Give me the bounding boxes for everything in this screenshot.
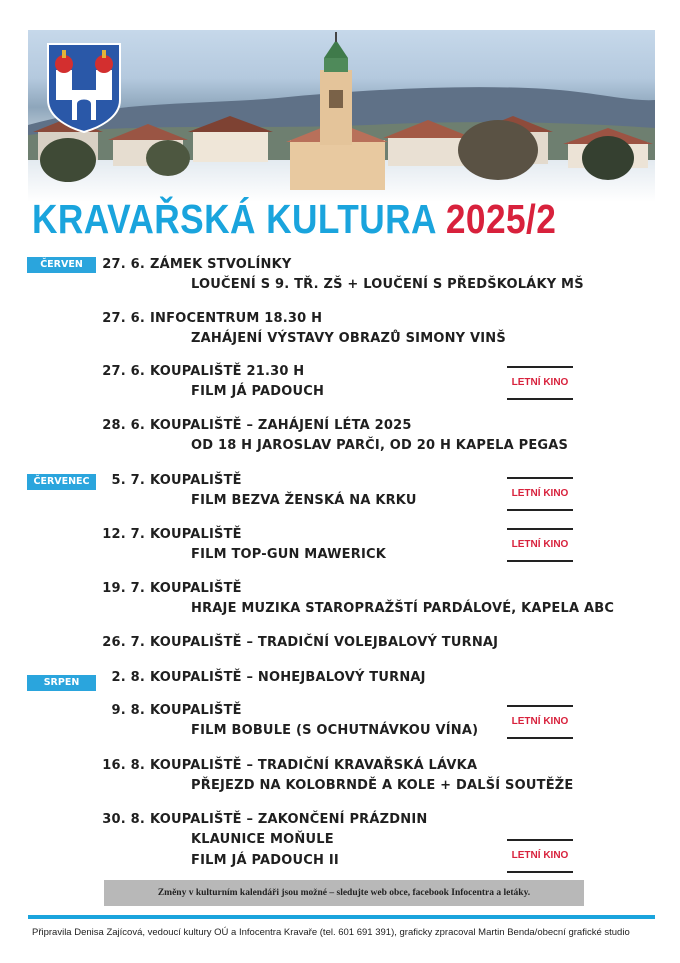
event-title: ZÁMEK STVOLÍNKY [150, 257, 292, 272]
title-main: KRAVAŘSKÁ KULTURA [32, 196, 436, 242]
event-detail: FILM BEZVA ŽENSKÁ NA KRKU [191, 493, 417, 508]
page-title [32, 196, 556, 243]
event-date: 27. 6. [102, 257, 145, 272]
event-detail: KLAUNICE MOŇULE [191, 832, 334, 847]
event-detail: ZAHÁJENÍ VÝSTAVY OBRAZŮ SIMONY VINŠ [191, 331, 506, 346]
event-date: 30. 8. [102, 812, 145, 827]
event-title: KOUPALIŠTĚ 21.30 H [150, 364, 305, 379]
event-detail: FILM BOBULE (S OCHUTNÁVKOU VÍNA) [191, 723, 479, 738]
event-date: 5. 7. [111, 473, 145, 488]
event-title: KOUPALIŠTĚ – ZAHÁJENÍ LÉTA 2025 [150, 418, 412, 433]
event-date: 16. 8. [102, 758, 145, 773]
letni-kino-badge: LETNÍ KINO [507, 477, 573, 511]
event-date: 2. 8. [111, 670, 145, 685]
footer-credits: Připravila Denisa Zajícová, vedoucí kultury OÚ a Infocentra Kravaře (tel. 601 691 391), graficky zpracoval Martin Benda/obecní grafické studio [32, 927, 630, 938]
event-date: 27. 6. [102, 364, 145, 379]
event-detail: FILM JÁ PADOUCH II [191, 853, 339, 868]
event-detail: PŘEJEZD NA KOLOBRNDĚ A KOLE + DALŠÍ SOUTĚŽE [191, 778, 574, 793]
header-photo [28, 30, 655, 202]
month-label-srpen: SRPEN [27, 675, 96, 691]
footer-divider [28, 915, 655, 919]
event-title: KOUPALIŠTĚ [150, 527, 242, 542]
event-detail: FILM JÁ PADOUCH [191, 384, 325, 399]
village-illustration [28, 30, 655, 202]
event-title: INFOCENTRUM 18.30 H [150, 311, 323, 326]
event-date: 19. 7. [102, 581, 145, 596]
event-date: 27. 6. [102, 311, 145, 326]
event-date: 26. 7. [102, 635, 145, 650]
event-title: KOUPALIŠTĚ – TRADIČNÍ VOLEJBALOVÝ TURNAJ [150, 635, 499, 650]
event-detail: OD 18 H JAROSLAV PARČI, OD 20 H KAPELA PEGAS [191, 438, 569, 453]
event-date: 28. 6. [102, 418, 145, 433]
changes-notice: Změny v kulturním kalendáři jsou možné – sledujte web obce, facebook Infocentra a letáky. [104, 880, 584, 906]
month-label-cervenec: ČERVENEC [27, 474, 96, 490]
event-title: KOUPALIŠTĚ – TRADIČNÍ KRAVAŘSKÁ LÁVKA [150, 758, 478, 773]
event-date: 9. 8. [111, 703, 145, 718]
letni-kino-badge: LETNÍ KINO [507, 528, 573, 562]
event-title: KOUPALIŠTĚ [150, 703, 242, 718]
letni-kino-badge: LETNÍ KINO [507, 839, 573, 873]
event-title: KOUPALIŠTĚ [150, 473, 242, 488]
letni-kino-badge: LETNÍ KINO [507, 705, 573, 739]
event-detail: LOUČENÍ S 9. TŘ. ZŠ + LOUČENÍ S PŘEDŠKOLÁKY MŠ [191, 277, 584, 292]
event-title: KOUPALIŠTĚ – ZAKONČENÍ PRÁZDNIN [150, 812, 428, 827]
month-label-cerven: ČERVEN [27, 257, 96, 273]
event-date: 12. 7. [102, 527, 145, 542]
title-year: 2025/2 [445, 196, 557, 242]
letni-kino-badge: LETNÍ KINO [507, 366, 573, 400]
event-detail: FILM TOP-GUN MAWERICK [191, 547, 387, 562]
event-title: KOUPALIŠTĚ [150, 581, 242, 596]
event-title: KOUPALIŠTĚ – NOHEJBALOVÝ TURNAJ [150, 670, 426, 685]
event-detail: HRAJE MUZIKA STAROPRAŽŠTÍ PARDÁLOVÉ, KAPELA ABC [191, 601, 615, 616]
